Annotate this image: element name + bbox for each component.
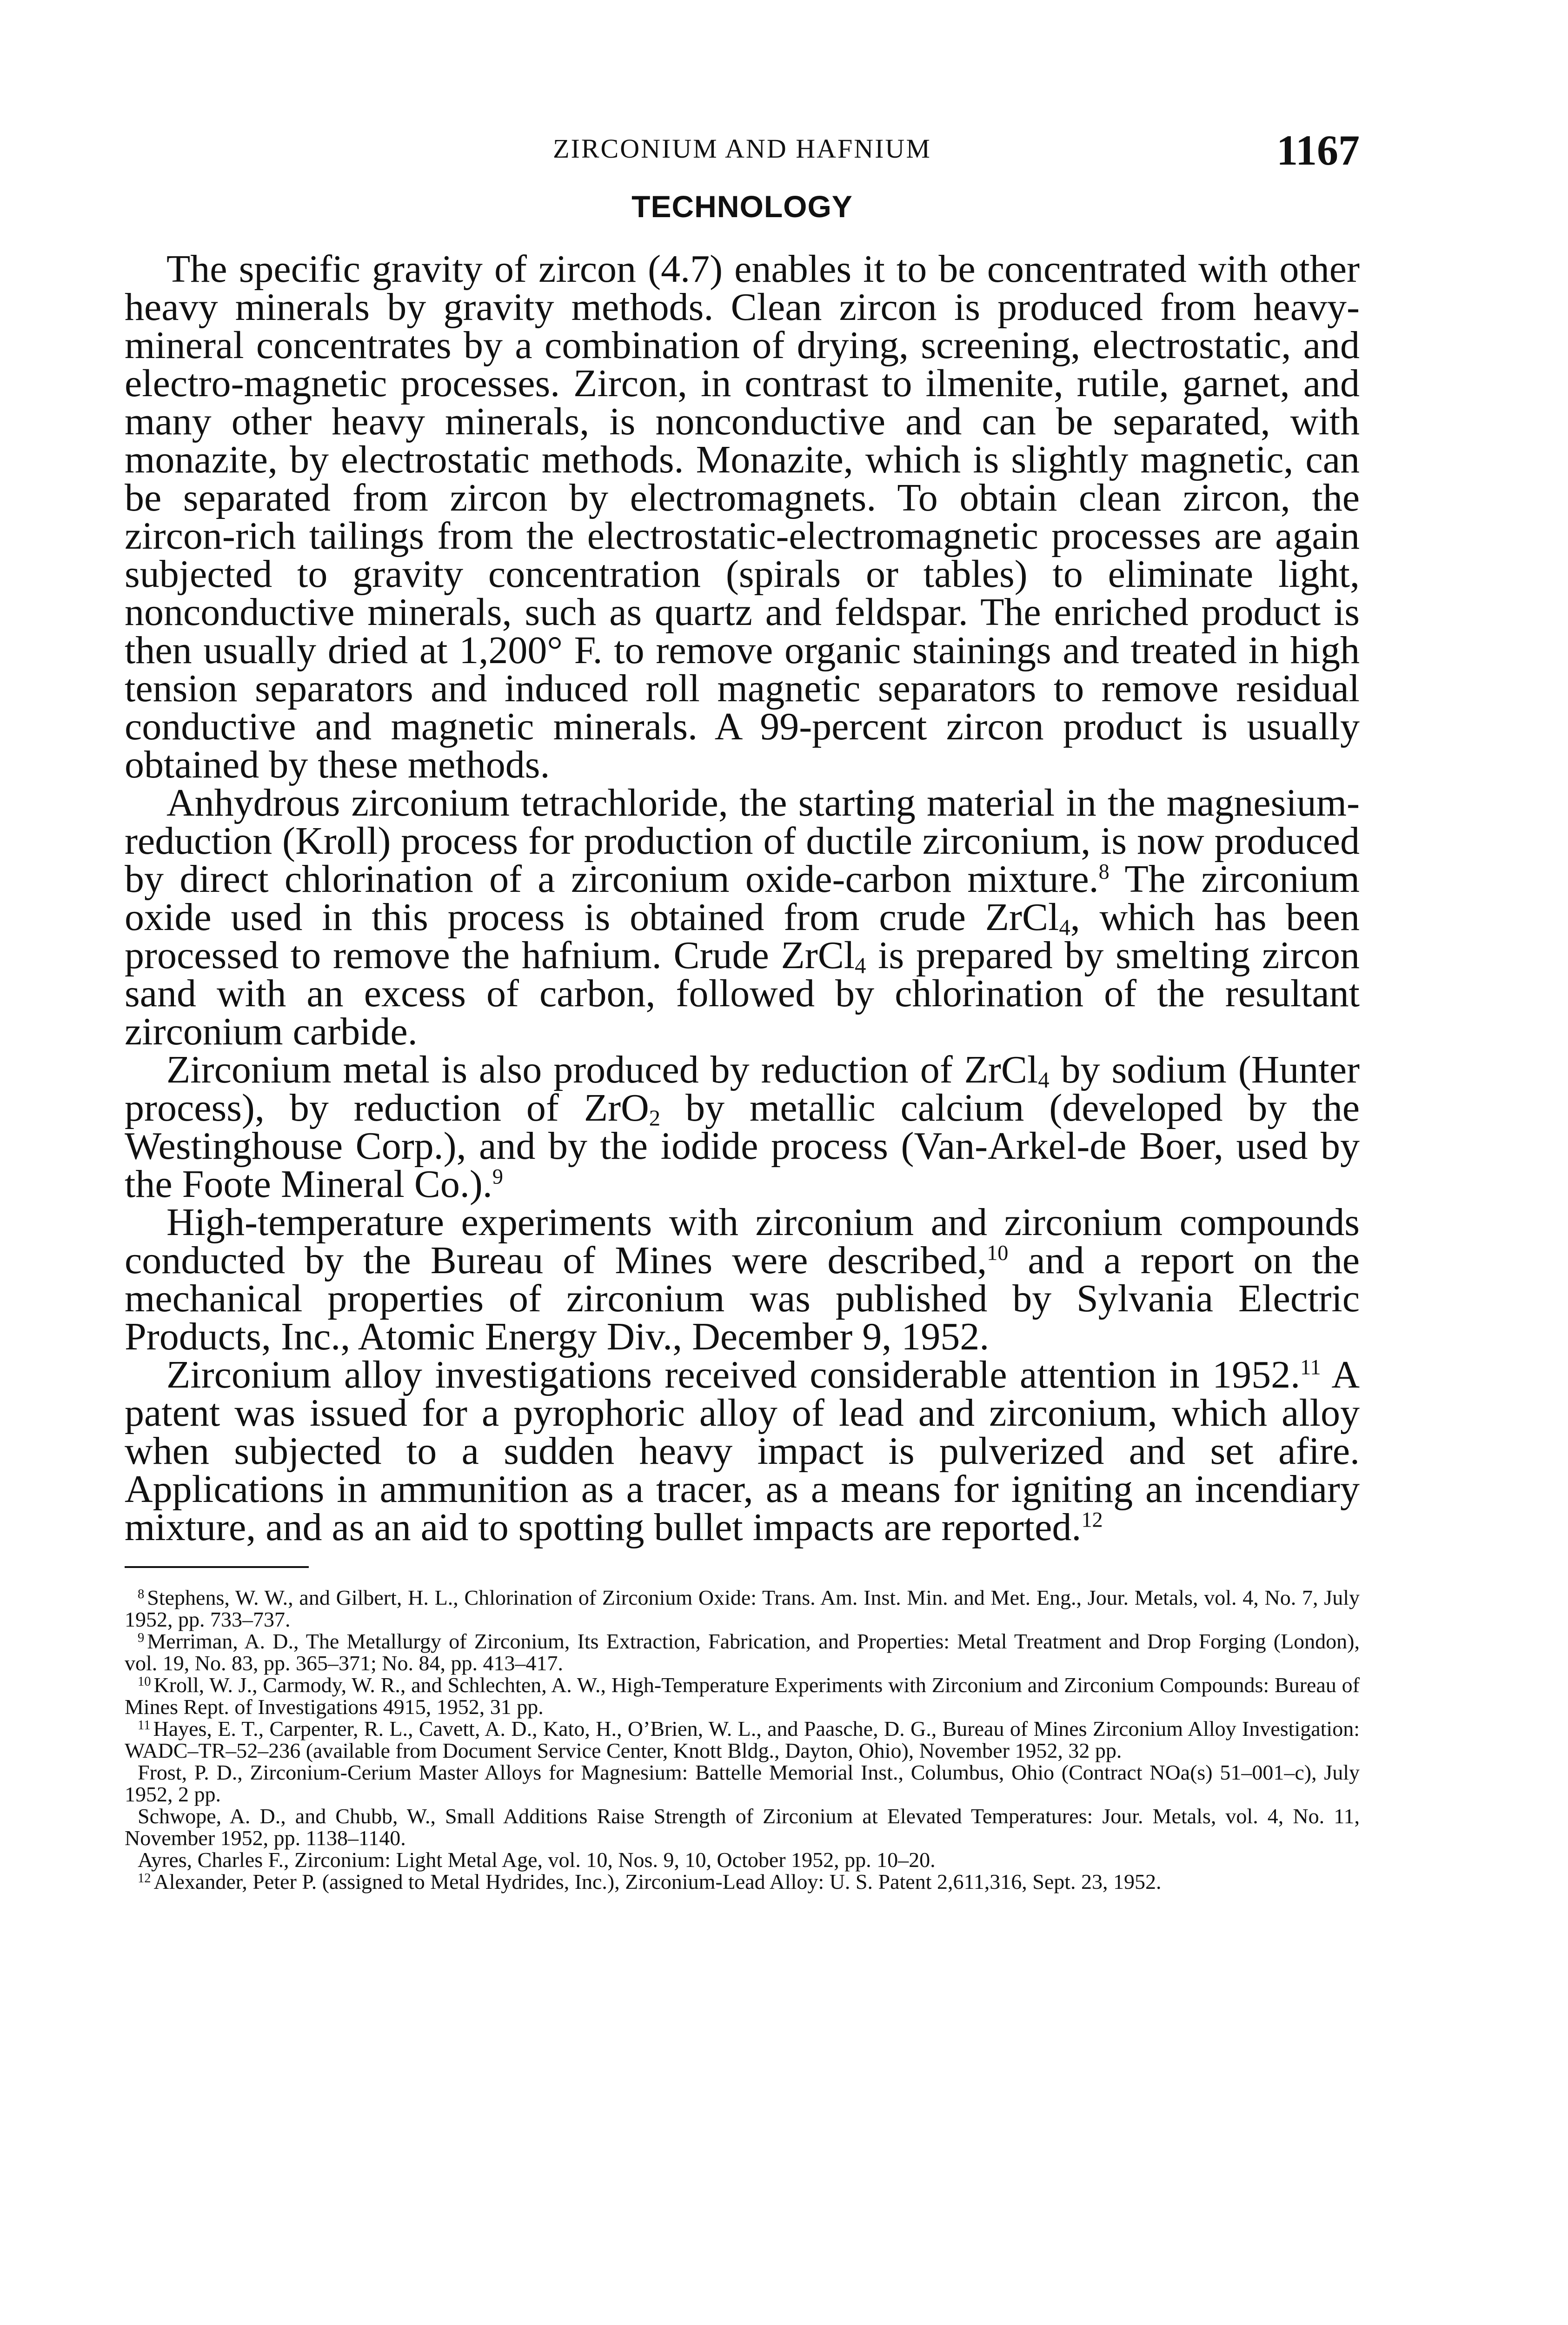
paragraph-alloy-investigations: Zirconium alloy investigations received considerable attention in 1952.11 A patent was issued for a pyrophoric alloy of lead and zirconium, which alloy when subjected to a sudden heavy impact is pulverized and set afire. Applications in ammunition as a tracer, as a means for igniting an incendiary mixture, and as an aid to spotting bullet impacts are reported.$^{12}$ xyxy=(125,1353,1360,1549)
footnote-ref-12: 12 xyxy=(1081,1508,1103,1532)
footnote-divider xyxy=(125,1566,309,1568)
section-heading: TECHNOLOGY xyxy=(631,189,853,224)
page-number: 1167 xyxy=(1276,126,1360,174)
footnote-ref-8: 8 xyxy=(1098,859,1110,884)
paragraph-zirconium-tetrachloride: Anhydrous zirconium tetrachloride, the starting material in the magnesium-reduction (Kroll) process for production of ductile zirconium, is now produced by direct chlorination of a zirconium oxide-carbon mixture.$^8$ The zirconium oxide used in this process is obtained from crude ZrCl$_4$, which has been processed to remove the hafnium. Crude ZrCl$_4$ is prepared by smelting zircon sand with an excess of carbon, followed by chlorination of the resultant zirconium carbide. xyxy=(125,781,1360,1053)
body-text xyxy=(125,247,1360,1549)
footnote-9: $^9$ Merriman, A. D., The Metallurgy of Zirconium, Its Extraction, Fabrication, and Properties: Metal Treatment and Drop Forging (London), vol. 19, No. 83, pp. 365–371; No. 84, pp. 413–417. xyxy=(125,1629,1360,1675)
footnotes xyxy=(125,1587,1360,1893)
footnote-ref-10: 10 xyxy=(987,1241,1009,1265)
footnote-ref-11: 11 xyxy=(1300,1355,1321,1379)
footnote-8: $^8$ Stephens, W. W., and Gilbert, H. L., Chlorination of Zirconium Oxide: Trans. Am. Inst. Min. and Met. Eng., Jour. Metals, vol. 4, No. 7, July 1952, pp. 733–737. xyxy=(125,1586,1360,1631)
footnote-12: $^{12}$ Alexander, Peter P. (assigned to Metal Hydrides, Inc.), Zirconium-Lead Alloy: U. S. Patent 2,611,316, Sept. 23, 1952. xyxy=(138,1870,1162,1893)
footnote-ayres: Ayres, Charles F., Zirconium: Light Metal Age, vol. 10, Nos. 9, 10, October 1952, pp. 10–20. xyxy=(138,1848,936,1872)
running-title: ZIRCONIUM AND HAFNIUM xyxy=(553,133,931,164)
paragraph-zirconium-metal-production: Zirconium metal is also produced by reduction of ZrCl$_4$ by sodium (Hunter process), by reduction of ZrO$_2$ by metallic calcium (developed by the Westinghouse Corp.), and by the iodide process (Van-Arkel-de Boer, used by the Foote Mineral Co.).$^9$ xyxy=(125,1048,1360,1206)
footnote-11: $^{11}$ Hayes, E. T., Carpenter, R. L., Cavett, A. D., Kato, H., O’Brien, W. L., and Paasche, D. G., Bureau of Mines Zirconium Alloy Investigation: WADC–TR–52–236 (available from Document Service Center, Knott Bldg., Dayton, Ohio), November 1952, 32 pp. xyxy=(125,1717,1360,1762)
paragraph-high-temperature-experiments: High-temperature experiments with zirconium and zirconium compounds conducted by the Bureau of Mines were described,$^{10}$ and a report on the mechanical properties of zirconium was published by Sylvania Electric Products, Inc., Atomic Energy Div., December 9, 1952. xyxy=(125,1201,1360,1358)
document-page xyxy=(125,126,1360,1893)
footnote-ref-9: 9 xyxy=(492,1164,503,1189)
footnote-10: $^{10}$ Kroll, W. J., Carmody, W. R., and Schlechten, A. W., High-Temperature Experiments with Zirconium and Zirconium Compounds: Bureau of Mines Rept. of Investigations 4915, 1952, 31 pp. xyxy=(125,1673,1360,1719)
paragraph-zircon-concentration: The specific gravity of zircon (4.7) enables it to be concentrated with other heavy minerals by gravity methods. Clean zircon is produced from heavy-mineral concentrates by a combination of drying, screening, electrostatic, and electro-magnetic processes. Zircon, in contrast to ilmenite, rutile, garnet, and many other heavy minerals, is nonconductive and can be separated, with monazite, by electrostatic methods. Monazite, which is slightly magnetic, can be separated from zircon by electromagnets. To obtain clean zircon, the zircon-rich tailings from the electrostatic-electromagnetic processes are again subjected to gravity concentration (spirals or tables) to eliminate light, nonconductive minerals, such as quartz and feldspar. The enriched product is then usually dried at 1,200° F. to remove organic stainings and treated in high tension separators and induced roll magnetic separators to remove residual conductive and magnetic minerals. A 99-percent zircon product is usually obtained by these methods. xyxy=(125,247,1360,786)
footnote-frost: Frost, P. D., Zirconium-Cerium Master Alloys for Magnesium: Battelle Memorial Inst., Columbus, Ohio (Contract NOa(s) 51–001–c), July 1952, 2 pp. xyxy=(125,1760,1360,1806)
footnote-schwope: Schwope, A. D., and Chubb, W., Small Additions Raise Strength of Zirconium at Elevated Temperatures: Jour. Metals, vol. 4, No. 11, November 1952, pp. 1138–1140. xyxy=(125,1804,1360,1850)
running-header xyxy=(125,126,1360,186)
